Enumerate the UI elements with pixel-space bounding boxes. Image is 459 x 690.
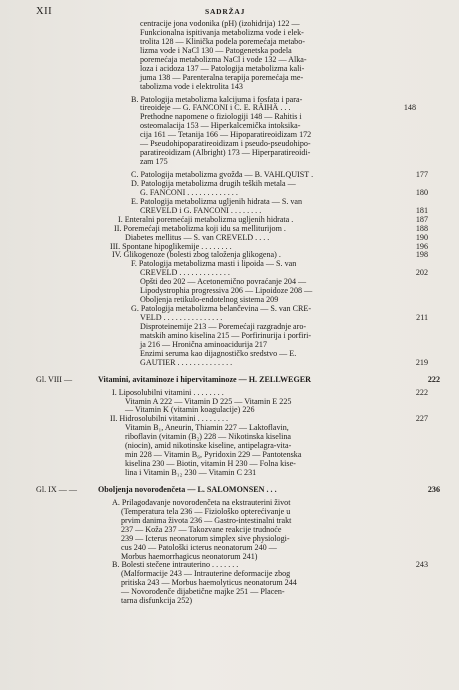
toc-line-text: osteomalacija 153 — Hiperkalcemička intoksika- [140, 121, 301, 131]
toc-line-text: prvim danima života 236 — Gastro-intestinalni trakt [121, 515, 292, 525]
toc-line-text: juma 138 — Parenteralna terapija poremećaja me- [140, 72, 304, 82]
toc-line-text: Funkcionalna ispitivanja metabolizma vode i elek- [140, 27, 304, 37]
toc-line-text: D. Patologija metabolizma drugih teških metala — [131, 178, 296, 188]
toc-line-text: VELD . . . . . . . . . . . . . . . [140, 313, 223, 322]
toc-line-text: Opšti deo 202 — Acetonemično povraćanje 204 — [140, 277, 307, 287]
toc-line [0, 359, 459, 368]
toc-page-ref: 202 [415, 268, 428, 278]
toc-line-text: 237 — Koža 237 — Takozvane reakcije trudnoće [121, 524, 282, 534]
toc-page-ref: 177 [415, 170, 428, 179]
toc-line-text: tarna disfunkcija 252) [121, 596, 193, 606]
toc-line-text: C. Patologija metabolizma gvožđa — B. VAHLQUIST . [131, 170, 314, 179]
toc-line-text: Diabetes mellitus — S. van CREVELD . . . . [125, 232, 270, 242]
toc-page-ref: 188 [415, 223, 428, 233]
toc-line-text: Vitamini, avitaminoze i hipervitaminoze — H. ZELLWEGER [98, 374, 311, 384]
toc-line [0, 149, 459, 158]
toc-line-text: I. Enteralni poremećaji metabolizma ugljenih hidrata . [118, 214, 294, 224]
toc-line-text: III. Spontane hipoglikemije . . . . . . . . [110, 241, 232, 251]
toc-line-text: cija 161 — Tetanija 166 — Hipoparatireoidizam 172 [140, 130, 312, 140]
chapter-label: Gl. VIII — [36, 374, 73, 384]
toc-page-ref: 181 [415, 205, 428, 215]
toc-line-text: zam 175 [140, 157, 168, 167]
toc-line [0, 83, 459, 92]
toc-line-text: A. Prilagođavanje novorođenčeta na ekstrauterini život [112, 497, 291, 507]
toc-line-text: cus 240 — Patološki icterus neonatorum 240 — [121, 542, 277, 552]
toc-line-text: — Novorođenče dijabetične majke 251 — Placen- [121, 587, 285, 597]
toc-line-text: kiselina 230 — Biotin, vitamin H 230 — Folna kise- [125, 459, 296, 469]
toc-line-text: Disproteinemije 213 — Poremećaji razgradnje aro- [140, 321, 307, 331]
toc-line-text: matskih amino kiselina 215 — Porfirinurija i porfiri- [140, 330, 312, 340]
toc-line-text: II. Poremećaji metabolizma koji idu sa melliturijom . [114, 223, 286, 233]
toc-line-text: Vitamin A 222 — Vitamin D 225 — Vitamin E 225 [125, 396, 292, 406]
chapter-label: Gl. IX — — [36, 484, 77, 494]
toc-line-text: tireoideje — G. FANCONI i C. E. RÄIHÄ . . . [140, 103, 291, 113]
toc-line [0, 588, 459, 597]
toc-line-text: Enzimi seruma kao dijagnostičko sredstvo — E. [140, 348, 297, 358]
toc-page-ref: 222 [415, 387, 428, 397]
toc-page-ref: 243 [415, 560, 428, 570]
page-number: XII [36, 6, 53, 17]
toc-line-text: ja 216 — Hronična aminoacidurija 217 [140, 339, 267, 349]
toc-line [0, 406, 459, 415]
toc-line [0, 597, 459, 606]
toc-line-text: E. Patologija metabolizma ugljenih hidrata — S. van [131, 196, 303, 206]
toc-line-text: CREVELD i G. FANCONI . . . . . . . . [140, 205, 262, 215]
toc-page-ref: 196 [415, 241, 428, 251]
toc-line-text: Oboljenja novorođenčeta — L. SALOMONSEN . . . [98, 484, 277, 494]
toc-line-text: Oboljenja retikulo-endotelnog sistema 209 [140, 295, 279, 305]
toc-line-text: — Vitamin K (vitamin koagulacije) 226 [125, 405, 255, 415]
toc-line-text: II. Hidrosolubilni vitamini . . . . . . . . [110, 414, 229, 424]
toc-line-text: (Malformacije 243 — Intrauterine deformacije zbog [121, 569, 291, 579]
header-title: SADRŽAJ [205, 7, 246, 16]
toc-page-ref: 190 [415, 232, 428, 242]
toc-line [0, 158, 459, 167]
toc-line-text: loza i acidoza 137 — Patologija metabolizma kali- [140, 63, 305, 73]
toc-line-text: I. Liposolubilni vitamini . . . . . . . . [112, 387, 224, 397]
toc-line-text: trolita 128 — Klinička podela poremećaja metabo- [140, 36, 305, 46]
toc-page-ref: 219 [415, 357, 428, 367]
toc-line-text: lina i Vitamin B₁₂ 230 — Vitamin C 231 [125, 468, 257, 477]
toc-line-text: pritiska 243 — Morbus haemolyticus neonatorum 244 [121, 578, 297, 588]
toc-page-ref: 198 [415, 250, 428, 260]
toc-line-text: centracije jona vodonika (pH) (izohidrija) 122 — [140, 19, 300, 28]
toc-page-ref: 187 [415, 214, 428, 224]
toc-line-text: tabolizma vode i elektrolita 143 [140, 81, 243, 91]
toc-line-text: Lipodystrophia progressiva 206 — Lipoidoze 208 — [140, 286, 313, 296]
toc-line-text: 239 — Icterus neonatorum simplex sive physiologi- [121, 533, 290, 543]
toc-line-text: riboflavin (vitamin (B₂) 228 — Nikotinska kiselina [125, 432, 292, 442]
toc-page-ref: 236 [427, 484, 440, 494]
toc-line-text: G. Patologija metabolizma belančevina — S. van CRE- [131, 304, 312, 314]
toc-line-text: (Temperatura tela 236 — Fiziološko opterećivanje u [121, 506, 291, 516]
toc-line-text: (niocin), amid nikotinske kiseline, antipelagra-vita- [125, 441, 292, 451]
toc-line-text: G. FANCONI . . . . . . . . . . . . . [140, 187, 238, 197]
toc-page-ref: 148 [403, 103, 416, 113]
toc-line-text: Morbus haemorrhagicus neonatorum 241) [121, 551, 258, 561]
toc-line-text: Prethodne napomene o fiziologiji 148 — Rahitis i [140, 112, 302, 122]
toc-line-text: paratireoidizam (Albright) 173 — Hiperparatireoidi- [140, 148, 311, 158]
toc-page-ref: 180 [415, 187, 428, 197]
toc-line-text: min 228 — Vitamin B₆, Pyridoxin 229 — Pantotenska [125, 450, 302, 460]
toc-line-text: poremećaja metabolizma NaCl i vode 132 — Alka- [140, 54, 307, 64]
toc-line-text: F. Patologija metabolizma masti i lipoida — S. van [131, 259, 297, 269]
running-header [0, 6, 459, 20]
toc-line-text: B. Bolesti stečene intrauterino . . . . . . . [112, 560, 239, 570]
toc-page-ref: 227 [415, 414, 428, 424]
table-of-contents [0, 20, 459, 606]
toc-line [0, 305, 459, 314]
toc-chapter-entry [0, 376, 459, 385]
toc-line-text: IV. Glikogenoze (bolesti zbog taloženja glikogena) . [112, 250, 281, 260]
toc-page-ref: 222 [427, 374, 440, 384]
toc-line-text: lizma vode i NaCl 130 — Patogenetska podela [140, 45, 292, 55]
toc-chapter-entry [0, 486, 459, 495]
toc-line-text: CREVELD . . . . . . . . . . . . . [140, 268, 230, 278]
toc-line-text: Vitamin B₁, Aneurin, Thiamin 227 — Laktoflavin, [125, 423, 289, 433]
toc-line-text: B. Patologija metabolizma kalcijuma i fosfata i para- [131, 94, 303, 104]
toc-line-text: — Pseudohipoparatireoidizam i pseudo-pseudohipo- [140, 139, 311, 149]
toc-line-text: GAUTIER . . . . . . . . . . . . . . [140, 357, 233, 367]
toc-line [0, 469, 459, 478]
toc-page-ref: 211 [416, 313, 428, 322]
